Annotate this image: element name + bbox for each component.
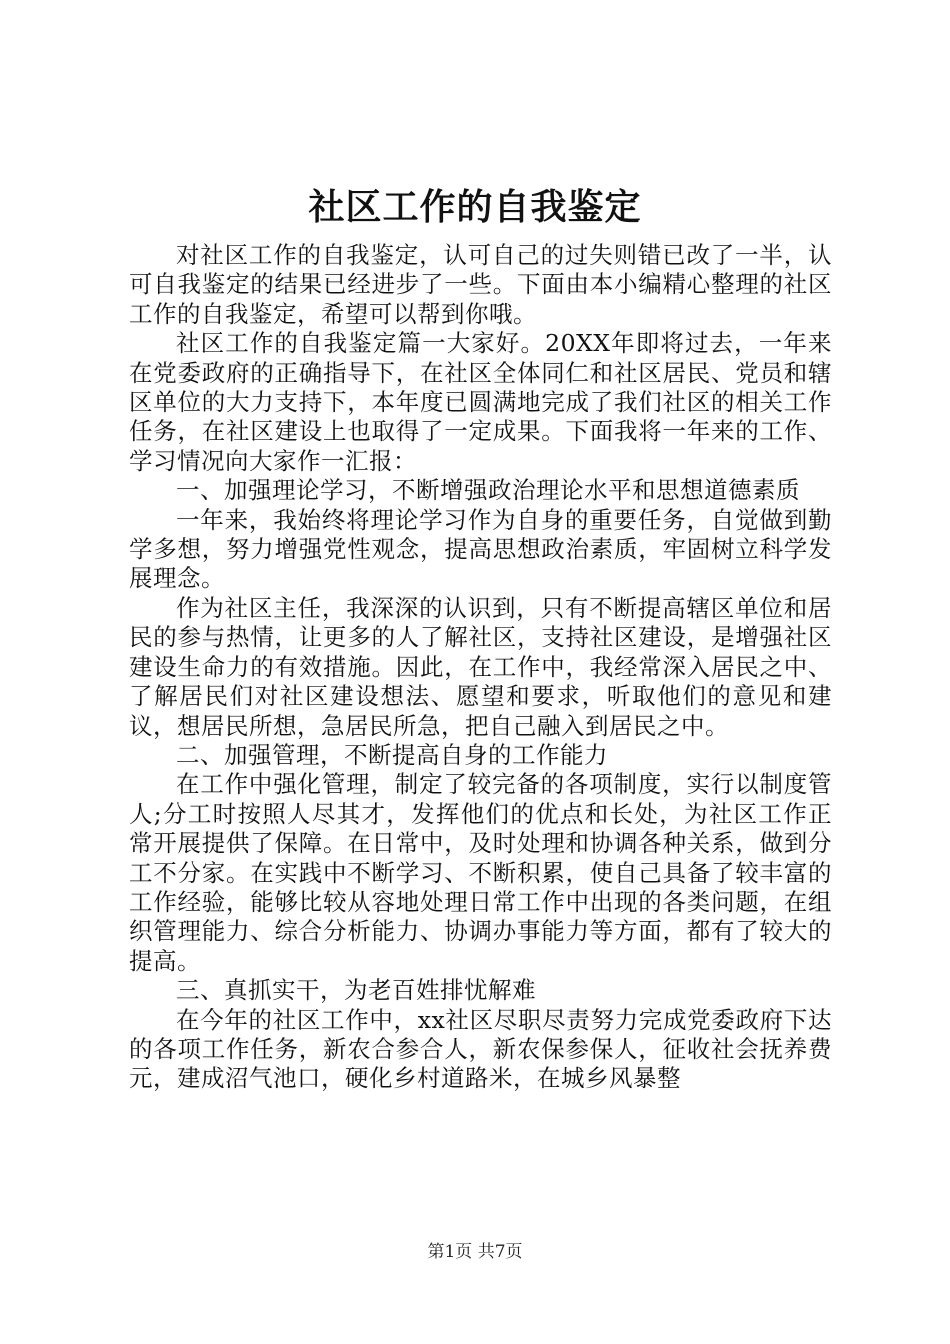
section-heading-3: 三、真抓实干，为老百姓排忧解难 (176, 976, 536, 1005)
paragraph-intro: 对社区工作的自我鉴定，认可自己的过失则错已改了一半，认可自我鉴定的结果已经进步了一些。下面由本小编精心整理的社区工作的自我鉴定，希望可以帮到你哦。 (129, 241, 832, 328)
section-heading-1: 一、加强理论学习，不断增强政治理论水平和思想道德素质 (176, 476, 800, 505)
paragraph-community-director: 作为社区主任，我深深的认识到，只有不断提高辖区单位和居民的参与热情，让更多的人了解社区，支持社区建设，是增强社区建设生命力的有效措施。因此，在工作中，我经常深入居民之中、了解居民们对社区建设想法、愿望和要求，听取他们的意见和建议，想居民所想，急居民所急，把自己融入到居民之中。 (129, 593, 832, 740)
section-heading-2: 二、加强管理，不断提高自身的工作能力 (176, 740, 608, 769)
paragraph-management: 在工作中强化管理，制定了较完备的各项制度，实行以制度管人;分工时按照人尽其才，发挥他们的优点和长处，为社区工作正常开展提供了保障。在日常中，及时处理和协调各种关系，做到分工不分家。在实践中不断学习、不断积累，使自己具备了较丰富的工作经验，能够比较从容地处理日常工作中出现的各类问题，在组织管理能力、综合分析能力、协调办事能力等方面，都有了较大的提高。 (129, 770, 832, 975)
paragraph-theory-study: 一年来，我始终将理论学习作为自身的重要任务，自觉做到勤学多想，努力增强党性观念，提高思想政治素质，牢固树立科学发展理念。 (129, 505, 832, 593)
page-number-footer: 第1页 共7页 (427, 1242, 523, 1262)
document-body (129, 241, 832, 1094)
paragraph-work-tasks: 在今年的社区工作中，xx社区尽职尽责努力完成党委政府下达的各项工作任务，新农合参合人，新农保参保人，征收社会抚养费元，建成沼气池口，硬化乡村道路米，在城乡风暴整 (129, 1005, 832, 1093)
paragraph-opening: 社区工作的自我鉴定篇一大家好。20XX年即将过去，一年来在党委政府的正确指导下，在社区全体同仁和社区居民、党员和辖区单位的大力支持下，本年度已圆满地完成了我们社区的相关工作任务，在社区建设上也取得了一定成果。下面我将一年来的工作、学习情况向大家作一汇报： (129, 329, 832, 475)
document-title: 社区工作的自我鉴定 (308, 186, 642, 228)
